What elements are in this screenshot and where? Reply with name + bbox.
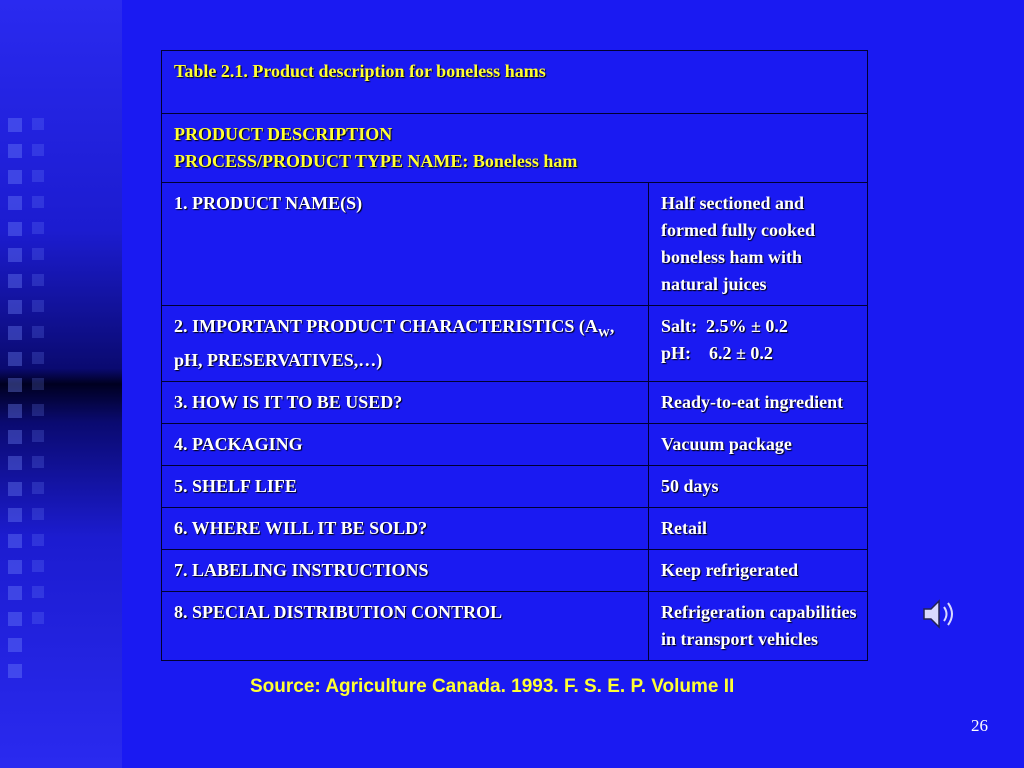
row-label-prefix: 2. IMPORTANT PRODUCT CHARACTERISTICS (A: [174, 316, 598, 336]
row-label: 7. LABELING INSTRUCTIONS: [162, 549, 649, 591]
table-row: [162, 465, 868, 507]
row-value: Vacuum package: [649, 423, 868, 465]
row-value: [649, 306, 868, 382]
row-value: Retail: [649, 507, 868, 549]
decorative-squares: [8, 118, 24, 690]
decorative-squares-secondary: [32, 118, 48, 638]
speaker-sound-icon[interactable]: [920, 596, 960, 632]
row-value: Half sectioned and formed fully cooked boneless ham with natural juices: [649, 183, 868, 306]
table-caption-row: [162, 51, 868, 114]
table-row: [162, 423, 868, 465]
row-label: [162, 306, 649, 382]
row-label-suffix: , pH, PRESERVATIVES,…): [174, 316, 615, 370]
header-line-2: PROCESS/PRODUCT TYPE NAME: Boneless ham: [174, 151, 578, 171]
table-header-row: [162, 114, 868, 183]
row-label: 1. PRODUCT NAME(S): [162, 183, 649, 306]
row-value-line-2: pH: 6.2 ± 0.2: [661, 343, 773, 363]
table-row: [162, 381, 868, 423]
row-label-subscript: W: [597, 325, 610, 340]
page-number: 26: [971, 716, 988, 735]
row-value-line-1: Salt: 2.5% ± 0.2: [661, 316, 788, 336]
table-row: [162, 549, 868, 591]
header-line-1: PRODUCT DESCRIPTION: [174, 124, 393, 144]
left-decorative-band: [0, 0, 122, 768]
table-row: [162, 183, 868, 306]
row-label: 6. WHERE WILL IT BE SOLD?: [162, 507, 649, 549]
table-header: [162, 114, 868, 183]
row-value: Ready-to-eat ingredient: [649, 381, 868, 423]
table-row: [162, 591, 868, 660]
row-value: Refrigeration capabilities in transport vehicles: [649, 591, 868, 660]
source-citation: Source: Agriculture Canada. 1993. F. S. E. P. Volume II: [250, 676, 735, 697]
row-label: 4. PACKAGING: [162, 423, 649, 465]
table-row: [162, 306, 868, 382]
row-label: 8. SPECIAL DISTRIBUTION CONTROL: [162, 591, 649, 660]
row-label: 3. HOW IS IT TO BE USED?: [162, 381, 649, 423]
row-label: 5. SHELF LIFE: [162, 465, 649, 507]
product-description-table: [161, 50, 868, 661]
row-value: Keep refrigerated: [649, 549, 868, 591]
table-caption: Table 2.1. Product description for boneless hams: [162, 51, 868, 114]
table-row: [162, 507, 868, 549]
row-value: 50 days: [649, 465, 868, 507]
